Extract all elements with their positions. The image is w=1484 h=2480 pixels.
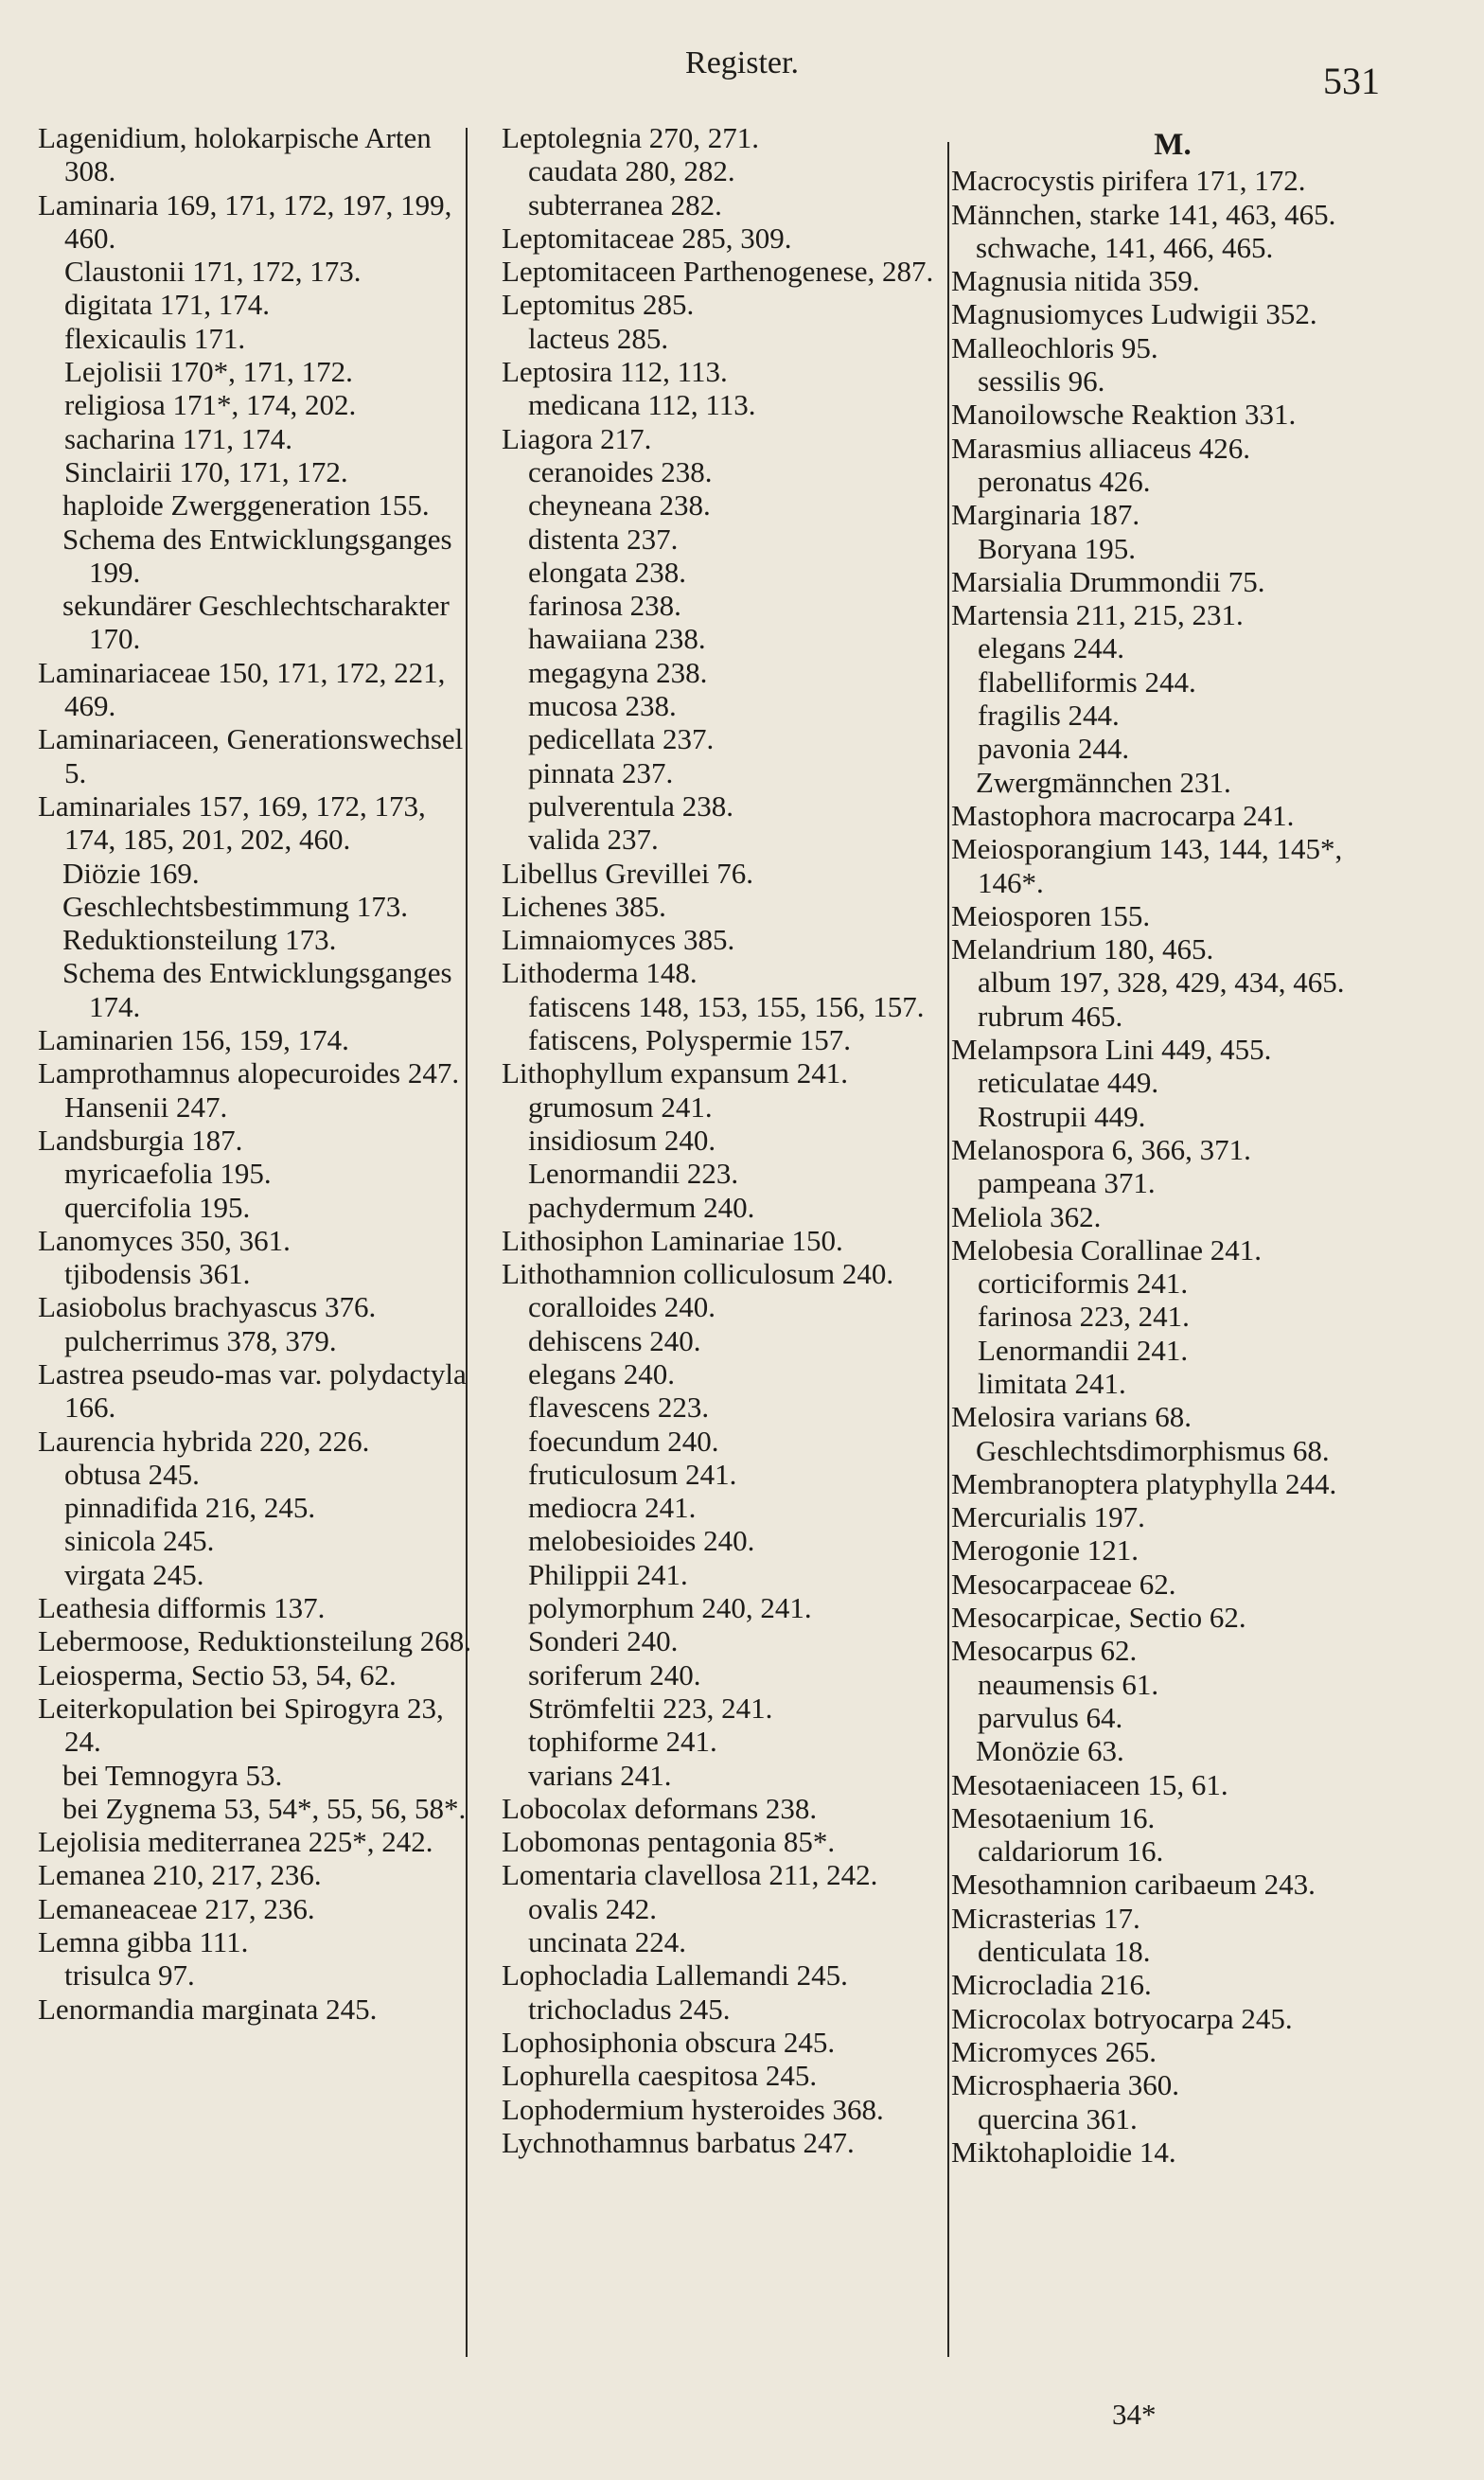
- index-entry: Manoilowsche Reaktion 331.: [951, 398, 1297, 432]
- index-entry: Philippii 241.: [528, 1557, 688, 1591]
- index-entry: Landsburgia 187.: [38, 1123, 243, 1157]
- index-entry: haploide Zwerggeneration 155.: [62, 488, 430, 523]
- index-entry: sinicola 245.: [64, 1524, 215, 1558]
- index-entry: virgata 245.: [64, 1557, 204, 1591]
- index-entry: Leptomitaceae 285, 309.: [502, 221, 792, 255]
- index-entry: pulcherrimus 378, 379.: [64, 1323, 337, 1357]
- index-entry: Sonderi 240.: [528, 1624, 679, 1658]
- index-entry: Marginaria 187.: [951, 498, 1140, 532]
- index-entry: Microcladia 216.: [951, 1968, 1152, 2002]
- index-entry: Membranoptera platyphylla 244.: [951, 1466, 1337, 1500]
- index-entry: Martensia 211, 215, 231.: [951, 598, 1244, 632]
- index-entry: religiosa 171*, 174, 202.: [64, 388, 357, 422]
- index-entry: Meliola 362.: [951, 1199, 1102, 1233]
- index-entry: elongata 238.: [528, 555, 687, 589]
- index-entry: corticiformis 241.: [978, 1267, 1189, 1301]
- index-entry: Lichenes 385.: [502, 889, 666, 923]
- index-entry: Melampsora Lini 449, 455.: [951, 1033, 1272, 1067]
- index-entry: schwache, 141, 466, 465.: [976, 230, 1274, 264]
- index-entry: Macrocystis pirifera 171, 172.: [951, 164, 1306, 198]
- index-entry: Reduktionsteilung 173.: [62, 923, 337, 957]
- index-entry: Lemna gibba 111.: [38, 1925, 249, 1959]
- index-entry: Monözie 63.: [976, 1734, 1124, 1768]
- index-entry: mediocra 241.: [528, 1491, 697, 1525]
- index-entry: quercina 361.: [978, 2101, 1138, 2135]
- index-entry: uncinata 224.: [528, 1925, 687, 1959]
- index-entry: Boryana 195.: [978, 531, 1137, 565]
- index-entry: Liagora 217.: [502, 421, 652, 455]
- index-entry: Strömfeltii 223, 241.: [528, 1691, 773, 1725]
- index-entry: Lychnothamnus barbatus 247.: [502, 2125, 855, 2159]
- index-entry: Leptomitaceen Parthenogenese, 287.: [502, 255, 934, 289]
- section-letter: M.: [1154, 128, 1192, 162]
- column-divider: [947, 142, 949, 2357]
- index-entry: Lastrea pseudo-mas var. polydactyla 166.: [38, 1356, 467, 1425]
- index-entry: soriferum 240.: [528, 1657, 701, 1692]
- index-entry: Meiosporen 155.: [951, 898, 1151, 932]
- index-entry: rubrum 465.: [978, 999, 1123, 1033]
- index-entry: dehiscens 240.: [528, 1323, 701, 1357]
- index-entry: Lagenidium, holokarpische Arten 308.: [38, 121, 432, 188]
- index-entry: fragilis 244.: [978, 699, 1120, 733]
- index-entry: farinosa 223, 241.: [978, 1300, 1190, 1334]
- index-entry: distenta 237.: [528, 522, 679, 556]
- index-entry: Rostrupii 449.: [978, 1099, 1146, 1133]
- index-entry: Lomentaria clavellosa 211, 242.: [502, 1858, 878, 1892]
- index-entry: Mesocarpaceae 62.: [951, 1567, 1176, 1601]
- index-entry: flabelliformis 244.: [978, 664, 1196, 699]
- index-entry: Melandrium 180, 465.: [951, 932, 1214, 966]
- index-entry: digitata 171, 174.: [64, 288, 270, 322]
- index-entry: Micromyces 265.: [951, 2034, 1157, 2068]
- index-entry: valida 237.: [528, 823, 659, 857]
- index-entry: Geschlechtsdimorphismus 68.: [976, 1433, 1330, 1467]
- index-entry: Melosira varians 68.: [951, 1400, 1192, 1434]
- index-entry: Zwergmännchen 231.: [976, 765, 1231, 799]
- index-entry: Merogonie 121.: [951, 1533, 1140, 1568]
- index-entry: Lenormandii 223.: [528, 1157, 739, 1191]
- index-entry: Lasiobolus brachyascus 376.: [38, 1290, 377, 1324]
- index-entry: bei Zygnema 53, 54*, 55, 56, 58*.: [62, 1791, 467, 1825]
- index-entry: Magnusia nitida 359.: [951, 264, 1200, 298]
- index-entry: tophiforme 241.: [528, 1725, 717, 1759]
- index-entry: Mesotaeniaceen 15, 61.: [951, 1767, 1228, 1801]
- index-entry: polymorphum 240, 241.: [528, 1591, 812, 1625]
- index-entry: Mesocarpicae, Sectio 62.: [951, 1601, 1246, 1635]
- index-entry: Lejolisii 170*, 171, 172.: [64, 355, 353, 389]
- index-entry: Lithothamnion colliculosum 240.: [502, 1257, 894, 1291]
- index-entry: Lophurella caespitosa 245.: [502, 2059, 818, 2093]
- index-entry: caldariorum 16.: [978, 1834, 1164, 1869]
- index-entry: reticulatae 449.: [978, 1066, 1159, 1100]
- index-entry: Lobocolax deformans 238.: [502, 1791, 818, 1825]
- index-entry: Laminariaceen, Generationswechsel 5.: [38, 722, 464, 789]
- index-entry: fruticulosum 241.: [528, 1457, 737, 1491]
- index-entry: melobesioides 240.: [528, 1524, 755, 1558]
- index-entry: megagyna 238.: [528, 655, 708, 689]
- index-entry: farinosa 238.: [528, 589, 681, 623]
- index-entry: Melanospora 6, 366, 371.: [951, 1132, 1251, 1166]
- index-entry: Mesothamnion caribaeum 243.: [951, 1868, 1316, 1902]
- index-entry: foecundum 240.: [528, 1424, 719, 1458]
- index-entry: Lamprothamnus alopecuroides 247.: [38, 1056, 460, 1090]
- index-entry: Libellus Grevillei 76.: [502, 856, 754, 890]
- index-entry: Laminarien 156, 159, 174.: [38, 1023, 349, 1057]
- index-entry: peronatus 426.: [978, 464, 1151, 498]
- index-entry: denticulata 18.: [978, 1935, 1151, 1969]
- running-head: Register.: [685, 45, 799, 80]
- index-entry: Hansenii 247.: [64, 1089, 228, 1124]
- index-entry: elegans 240.: [528, 1356, 675, 1391]
- index-entry: ovalis 242.: [528, 1891, 658, 1925]
- index-entry: medicana 112, 113.: [528, 388, 756, 422]
- index-entry: myricaefolia 195.: [64, 1157, 272, 1191]
- index-column-2: [502, 121, 946, 2159]
- index-entry: Lophocladia Lallemandi 245.: [502, 1958, 848, 1993]
- index-entry: sessilis 96.: [978, 364, 1105, 399]
- index-entry: Claustonii 171, 172, 173.: [64, 255, 362, 289]
- index-entry: Meiosporangium 143, 144, 145*, 146*.: [951, 832, 1343, 899]
- index-entry: Laminaria 169, 171, 172, 197, 199, 460.: [38, 187, 452, 255]
- index-entry: sacharina 171, 174.: [64, 421, 293, 455]
- index-entry: Lejolisia mediterranea 225*, 242.: [38, 1825, 433, 1859]
- index-entry: varians 241.: [528, 1758, 672, 1792]
- index-entry: Laurencia hybrida 220, 226.: [38, 1424, 370, 1458]
- index-entry: pavonia 244.: [978, 732, 1130, 766]
- index-entry: Lanomyces 350, 361.: [38, 1223, 291, 1257]
- index-entry: flexicaulis 171.: [64, 321, 246, 355]
- index-entry: Leathesia difformis 137.: [38, 1591, 326, 1625]
- index-entry: hawaiiana 238.: [528, 622, 706, 656]
- index-entry: album 197, 328, 429, 434, 465.: [978, 965, 1345, 1000]
- index-entry: Micrasterias 17.: [951, 1901, 1140, 1935]
- index-entry: Lenormandia marginata 245.: [38, 1992, 378, 2026]
- index-entry: Microcolax botryocarpa 245.: [951, 2001, 1293, 2035]
- index-entry: pinnata 237.: [528, 755, 674, 789]
- index-entry: mucosa 238.: [528, 689, 677, 723]
- index-entry: fatiscens, Polyspermie 157.: [528, 1023, 851, 1057]
- index-entry: Microsphaeria 360.: [951, 2068, 1180, 2102]
- index-entry: sekundärer Geschlechtscharakter 170.: [62, 589, 450, 656]
- index-entry: Leiosperma, Sectio 53, 54, 62.: [38, 1657, 397, 1692]
- index-entry: tjibodensis 361.: [64, 1257, 251, 1291]
- index-entry: limitata 241.: [978, 1366, 1126, 1400]
- index-entry: neaumensis 61.: [978, 1667, 1159, 1701]
- index-entry: Leiterkopulation bei Spirogyra 23, 24.: [38, 1691, 444, 1759]
- index-entry: Leptolegnia 270, 271.: [502, 121, 760, 154]
- index-entry: Limnaiomyces 385.: [502, 923, 735, 957]
- index-entry: Lophosiphonia obscura 245.: [502, 2025, 836, 2059]
- index-entry: elegans 244.: [978, 631, 1124, 665]
- index-entry: Lobomonas pentagonia 85*.: [502, 1825, 836, 1859]
- index-entry: subterranea 282.: [528, 187, 722, 221]
- index-entry: Mesocarpus 62.: [951, 1634, 1138, 1668]
- index-entry: coralloides 240.: [528, 1290, 716, 1324]
- index-entry: Geschlechtsbestimmung 173.: [62, 889, 409, 923]
- index-entry: ceranoides 238.: [528, 454, 713, 488]
- index-entry: pinnadifida 216, 245.: [64, 1491, 316, 1525]
- index-entry: Lithosiphon Laminariae 150.: [502, 1223, 843, 1257]
- index-entry: flavescens 223.: [528, 1391, 710, 1425]
- index-entry: Mercurialis 197.: [951, 1500, 1145, 1534]
- index-entry: Leptosira 112, 113.: [502, 355, 728, 389]
- index-column-3: [951, 121, 1394, 2169]
- index-entry: Miktohaploidie 14.: [951, 2135, 1176, 2169]
- index-entry: Magnusiomyces Ludwigii 352.: [951, 297, 1317, 331]
- index-entry: obtusa 245.: [64, 1457, 200, 1491]
- index-entry: cheyneana 238.: [528, 488, 711, 523]
- index-entry: fatiscens 148, 153, 155, 156, 157.: [528, 989, 925, 1023]
- index-entry: bei Temnogyra 53.: [62, 1758, 283, 1792]
- index-entry: Laminariales 157, 169, 172, 173, 174, 185, 201, 202, 460.: [38, 788, 426, 857]
- index-entry: Lophodermium hysteroides 368.: [502, 2092, 884, 2126]
- index-entry: Lebermoose, Reduktionsteilung 268.: [38, 1624, 472, 1658]
- index-entry: Mastophora macrocarpa 241.: [951, 798, 1295, 832]
- index-entry: Lemaneaceae 217, 236.: [38, 1891, 315, 1925]
- index-entry: caudata 280, 282.: [528, 154, 735, 188]
- index-entry: Schema des Entwicklungsganges 199.: [62, 522, 452, 589]
- index-entry: Lithophyllum expansum 241.: [502, 1056, 848, 1090]
- index-entry: trisulca 97.: [64, 1958, 195, 1993]
- index-entry: Malleochloris 95.: [951, 330, 1158, 364]
- page-number: 531: [1323, 60, 1380, 102]
- index-entry: Leptomitus 285.: [502, 288, 695, 322]
- index-entry: Mesotaenium 16.: [951, 1800, 1156, 1834]
- index-entry: Lenormandii 241.: [978, 1333, 1189, 1367]
- index-entry: Melobesia Corallinae 241.: [951, 1232, 1262, 1267]
- index-entry: parvulus 64.: [978, 1700, 1123, 1734]
- signature-mark: 34*: [1112, 2398, 1157, 2431]
- index-entry: quercifolia 195.: [64, 1190, 251, 1224]
- index-entry: lacteus 285.: [528, 321, 669, 355]
- index-entry: Marsialia Drummondii 75.: [951, 564, 1265, 598]
- index-entry: Sinclairii 170, 171, 172.: [64, 454, 348, 488]
- index-entry: pachydermum 240.: [528, 1190, 755, 1224]
- index-entry: pedicellata 237.: [528, 722, 715, 756]
- index-entry: grumosum 241.: [528, 1089, 713, 1124]
- index-entry: pulverentula 238.: [528, 788, 733, 823]
- index-entry: insidiosum 240.: [528, 1123, 716, 1157]
- index-entry: Diözie 169.: [62, 856, 200, 890]
- index-entry: Schema des Entwicklungsganges 174.: [62, 956, 452, 1023]
- index-entry: Marasmius alliaceus 426.: [951, 431, 1250, 465]
- index-entry: trichocladus 245.: [528, 1992, 731, 2026]
- index-entry: Männchen, starke 141, 463, 465.: [951, 197, 1336, 231]
- index-entry: Lithoderma 148.: [502, 956, 698, 990]
- index-column-1: [38, 121, 478, 2026]
- index-entry: Laminariaceae 150, 171, 172, 221, 469.: [38, 655, 446, 723]
- index-entry: pampeana 371.: [978, 1166, 1156, 1200]
- index-entry: Lemanea 210, 217, 236.: [38, 1858, 322, 1892]
